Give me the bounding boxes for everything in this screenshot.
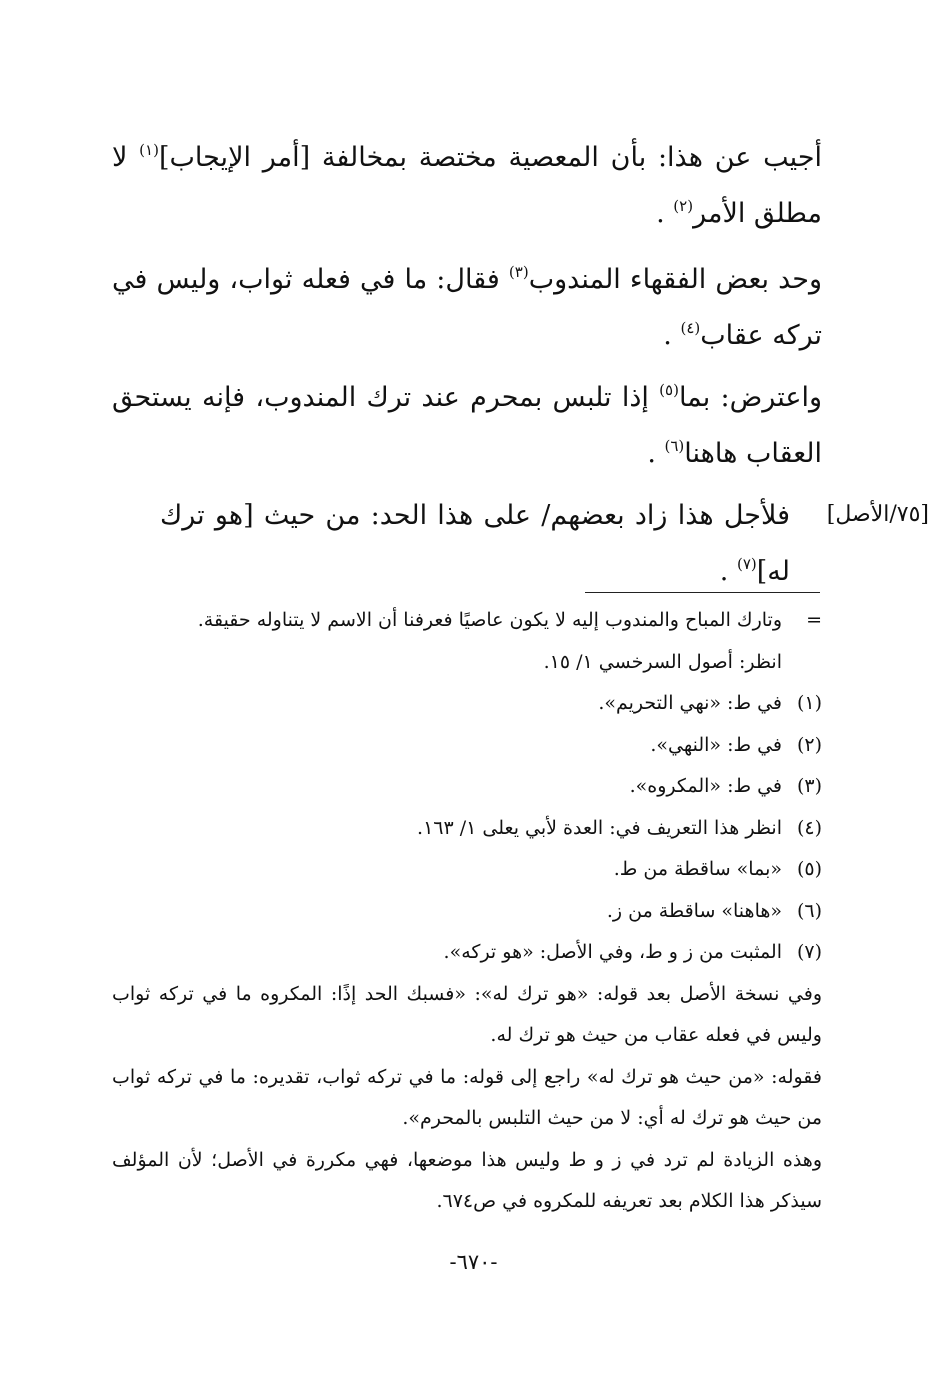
footnote-continuation [112, 600, 822, 642]
footnote-number: (١) [796, 692, 822, 714]
paragraph-text: . [656, 198, 674, 229]
paragraph-text: أجيب عن هذا: بأن المعصية مختصة بمخالفة [أمر الإيجاب] [158, 142, 823, 173]
paragraph-text: وحد بعض الفقهاء المندوب [528, 264, 822, 295]
footnotes-section [112, 600, 822, 1223]
paragraph-text: . [719, 556, 737, 587]
footnote-marker-7[interactable]: (٧) [736, 555, 757, 573]
footnote-marker-6[interactable]: (٦) [664, 437, 685, 455]
footnote-text: «هاهنا» ساقطة من ز. [606, 899, 782, 922]
footnote-item [112, 891, 822, 933]
main-paragraph-3 [112, 370, 822, 482]
footnote-number: (٢) [796, 733, 822, 756]
footnote-text: انظر هذا التعريف في: العدة لأبي يعلى ١/ ١٦٣. [417, 816, 782, 839]
footnote-continuation-ref [112, 642, 822, 684]
continuation-marker: = [806, 609, 822, 631]
paragraph-text: فلأجل هذا زاد بعضهم/ على هذا الحد: من حيث [هو ترك له] [160, 500, 790, 587]
main-paragraph-4 [160, 488, 790, 600]
continuation-ref-text: انظر: أصول السرخسي ١/ ١٥. [543, 650, 782, 673]
footnote-text: «بما» ساقطة من ط. [613, 858, 782, 880]
footnote-marker-1[interactable]: (١) [139, 141, 159, 159]
paragraph-text: واعترض: بما [678, 382, 822, 413]
paragraph-text: . [647, 438, 665, 469]
page-number: -٦٧٠- [449, 1250, 498, 1274]
footnote-number: (٣) [796, 775, 822, 797]
footnote-number: (٥) [796, 858, 822, 880]
footnote-item [112, 849, 822, 891]
footnote-item [112, 766, 822, 808]
paragraph-text: فقال: ما في فعله ثواب، وليس في تركه عقاب [112, 264, 822, 351]
footnote-number: (٦) [796, 899, 822, 922]
footnote-marker-4[interactable]: (٤) [680, 319, 701, 337]
footnote-marker-5[interactable]: (٥) [659, 381, 679, 399]
main-paragraph-2 [112, 252, 822, 364]
footnote-item [112, 683, 822, 725]
continuation-text: وتارك المباح والمندوب إليه لا يكون عاصيًا فعرفنا أن الاسم لا يتناوله حقيقة. [197, 609, 782, 631]
manuscript-page-reference: [٧٥/الأصل] [826, 502, 929, 527]
paragraph-text: إذا تلبس بمحرم عند ترك المندوب، فإنه يستحق العقاب هاهنا [112, 382, 822, 469]
footnote-text: في ط: «المكروه». [629, 775, 782, 797]
main-paragraph-1 [112, 130, 822, 242]
footnote-marker-3[interactable]: (٣) [508, 263, 529, 281]
paragraph-text: لا مطلق الأمر [112, 142, 822, 229]
footnote-item [112, 932, 822, 974]
footnote-7-paragraph: فقوله: «من حيث هو ترك له» راجع إلى قوله: ما في تركه ثواب، تقديره: ما في تركه ثواب من حيث هو ترك له أي: لا من حيث التلبس بالمحرم». [112, 1065, 822, 1129]
footnote-number: (٤) [796, 816, 822, 839]
footnote-item [112, 725, 822, 767]
footnote-separator [585, 592, 820, 593]
footnote-text: في ط: «النهي». [650, 733, 782, 756]
footnote-marker-2[interactable]: (٢) [673, 197, 694, 215]
footnote-7-paragraph: وفي نسخة الأصل بعد قوله: «هو ترك له»: «فسبك الحد إذًا: المكروه ما في تركه ثواب وليس في فعله عقاب من حيث هو ترك له. [112, 982, 822, 1046]
footnote-text: المثبت من ز و ط، وفي الأصل: «هو تركه». [443, 941, 782, 963]
footnote-number: (٧) [796, 941, 822, 963]
footnote-item [112, 808, 822, 850]
paragraph-text: . [663, 320, 681, 351]
footnote-text: في ط: «نهي التحريم». [598, 692, 782, 714]
footnote-7-paragraph: وهذه الزيادة لم ترد في ز و ط وليس هذا موضعها، فهي مكررة في الأصل؛ لأن المؤلف سيذكر هذا الكلام بعد تعريفه للمكروه في ص٦٧٤. [112, 1148, 822, 1212]
